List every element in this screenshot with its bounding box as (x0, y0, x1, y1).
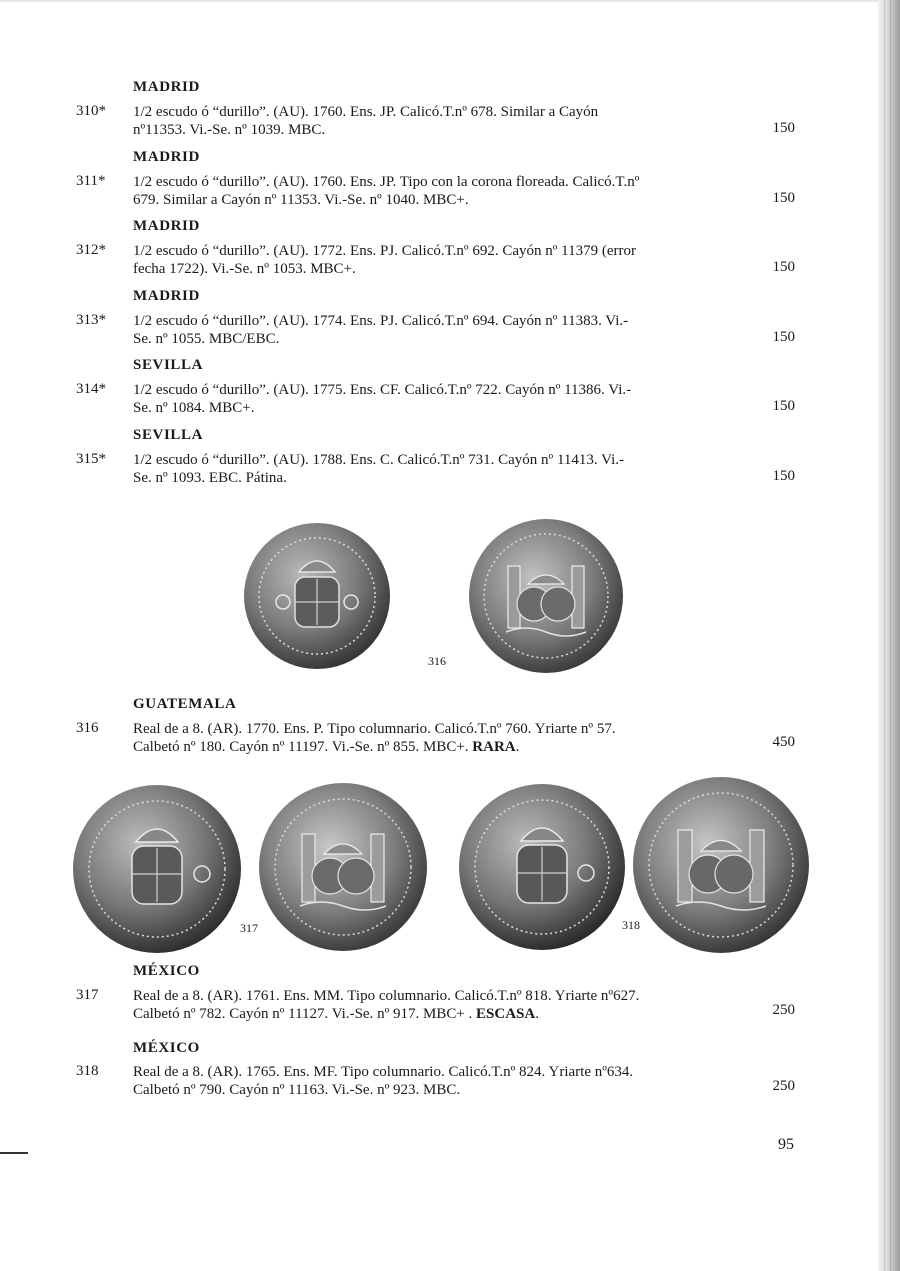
entry-lot-number: 311* (76, 173, 106, 189)
entry-316-lot: 316 (76, 720, 99, 736)
entry-city: SEVILLA (133, 357, 204, 373)
entry-city: SEVILLA (133, 427, 204, 443)
entry-description-line2: 679. Similar a Cayón nº 11353. Vi.-Se. nº 1040. MBC+. (133, 192, 469, 208)
entry-318-city: MÉXICO (133, 1040, 200, 1056)
entry-description-line2: nº11353. Vi.-Se. nº 1039. MBC. (133, 122, 326, 138)
entry-price: 150 (772, 259, 795, 275)
entry-description-line2: fecha 1722). Vi.-Se. nº 1053. MBC+. (133, 261, 356, 277)
coin-316-label: 316 (428, 654, 446, 668)
coin-318-reverse-image (632, 776, 810, 954)
entry-description-line1: 1/2 escudo ó “durillo”. (AU). 1772. Ens. PJ. Calicó.T.nº 692. Cayón nº 11379 (error (133, 243, 636, 259)
entry-price: 150 (772, 329, 795, 345)
coin-318-obverse-image (458, 783, 626, 951)
entry-318-line2: Calbetó nº 790. Cayón nº 11163. Vi.-Se. nº 923. MBC. (133, 1082, 461, 1098)
entry-lot-number: 313* (76, 312, 106, 328)
entry-description (133, 103, 738, 139)
entry-316-city: GUATEMALA (133, 696, 237, 712)
entry-317-line2: Calbetó nº 782. Cayón nº 11127. Vi.-Se. nº 917. MBC+ . ESCASA. (133, 1006, 539, 1022)
entry-city: MADRID (133, 149, 200, 165)
entry-318-line1: Real de a 8. (AR). 1765. Ens. MF. Tipo columnario. Calicó.T.nº 824. Yriarte nº634. (133, 1064, 634, 1080)
page-number: 95 (778, 1136, 794, 1153)
coin-317-label: 317 (240, 921, 258, 935)
entry-description (133, 312, 738, 348)
entry-317-description (133, 987, 738, 1023)
entry-317-lot: 317 (76, 987, 99, 1003)
entry-description (133, 173, 738, 209)
entry-316-line1: Real de a 8. (AR). 1770. Ens. P. Tipo columnario. Calicó.T.nº 760. Yriarte nº 57. (133, 721, 616, 737)
entry-317-price: 250 (772, 1002, 795, 1018)
entry-316-description (133, 720, 738, 756)
entry-city: MADRID (133, 288, 200, 304)
entry-price: 150 (772, 120, 795, 136)
entry-description-line1: 1/2 escudo ó “durillo”. (AU). 1760. Ens. JP. Tipo con la corona floreada. Calicó.T.nº (133, 174, 640, 190)
coin-316-reverse-image (468, 518, 624, 674)
entry-description-line1: 1/2 escudo ó “durillo”. (AU). 1774. Ens. PJ. Calicó.T.nº 694. Cayón nº 11383. Vi.- (133, 313, 629, 329)
entry-price: 150 (772, 398, 795, 414)
crop-mark (0, 1152, 28, 1154)
entry-318-lot: 318 (76, 1063, 99, 1079)
entry-description-line1: 1/2 escudo ó “durillo”. (AU). 1788. Ens. C. Calicó.T.nº 731. Cayón nº 11413. Vi.- (133, 452, 624, 468)
entry-description-line1: 1/2 escudo ó “durillo”. (AU). 1760. Ens. JP. Calicó.T.nº 678. Similar a Cayón (133, 104, 599, 120)
page-edge-shadow (878, 0, 900, 1271)
entry-318-price: 250 (772, 1078, 795, 1094)
rarity-badge: RARA (472, 739, 516, 755)
entry-316-line2: Calbetó nº 180. Cayón nº 11197. Vi.-Se. nº 855. MBC+. RARA. (133, 739, 520, 755)
rarity-badge: ESCASA (476, 1006, 536, 1022)
entry-description-line2: Se. nº 1084. MBC+. (133, 400, 255, 416)
entry-description (133, 381, 738, 417)
entry-description-line2: Se. nº 1055. MBC/EBC. (133, 331, 280, 347)
coin-316-obverse-image (243, 522, 391, 670)
entry-lot-number: 315* (76, 451, 106, 467)
entry-description-line2: Se. nº 1093. EBC. Pátina. (133, 470, 287, 486)
entry-description-line1: 1/2 escudo ó “durillo”. (AU). 1775. Ens. CF. Calicó.T.nº 722. Cayón nº 11386. Vi.- (133, 382, 632, 398)
entry-description (133, 242, 738, 278)
coin-317-reverse-image (258, 782, 428, 952)
entry-city: MADRID (133, 79, 200, 95)
entry-317-city: MÉXICO (133, 963, 200, 979)
coin-318-label: 318 (622, 918, 640, 932)
entry-price: 150 (772, 190, 795, 206)
entry-price: 150 (772, 468, 795, 484)
entry-lot-number: 310* (76, 103, 106, 119)
page-top-border (0, 0, 880, 2)
entry-description (133, 451, 738, 487)
coin-317-obverse-image (72, 784, 242, 954)
entry-lot-number: 312* (76, 242, 106, 258)
entry-317-line1: Real de a 8. (AR). 1761. Ens. MM. Tipo columnario. Calicó.T.nº 818. Yriarte nº627. (133, 988, 640, 1004)
entry-lot-number: 314* (76, 381, 106, 397)
entry-318-description (133, 1063, 738, 1099)
entry-city: MADRID (133, 218, 200, 234)
entry-316-price: 450 (772, 734, 795, 750)
